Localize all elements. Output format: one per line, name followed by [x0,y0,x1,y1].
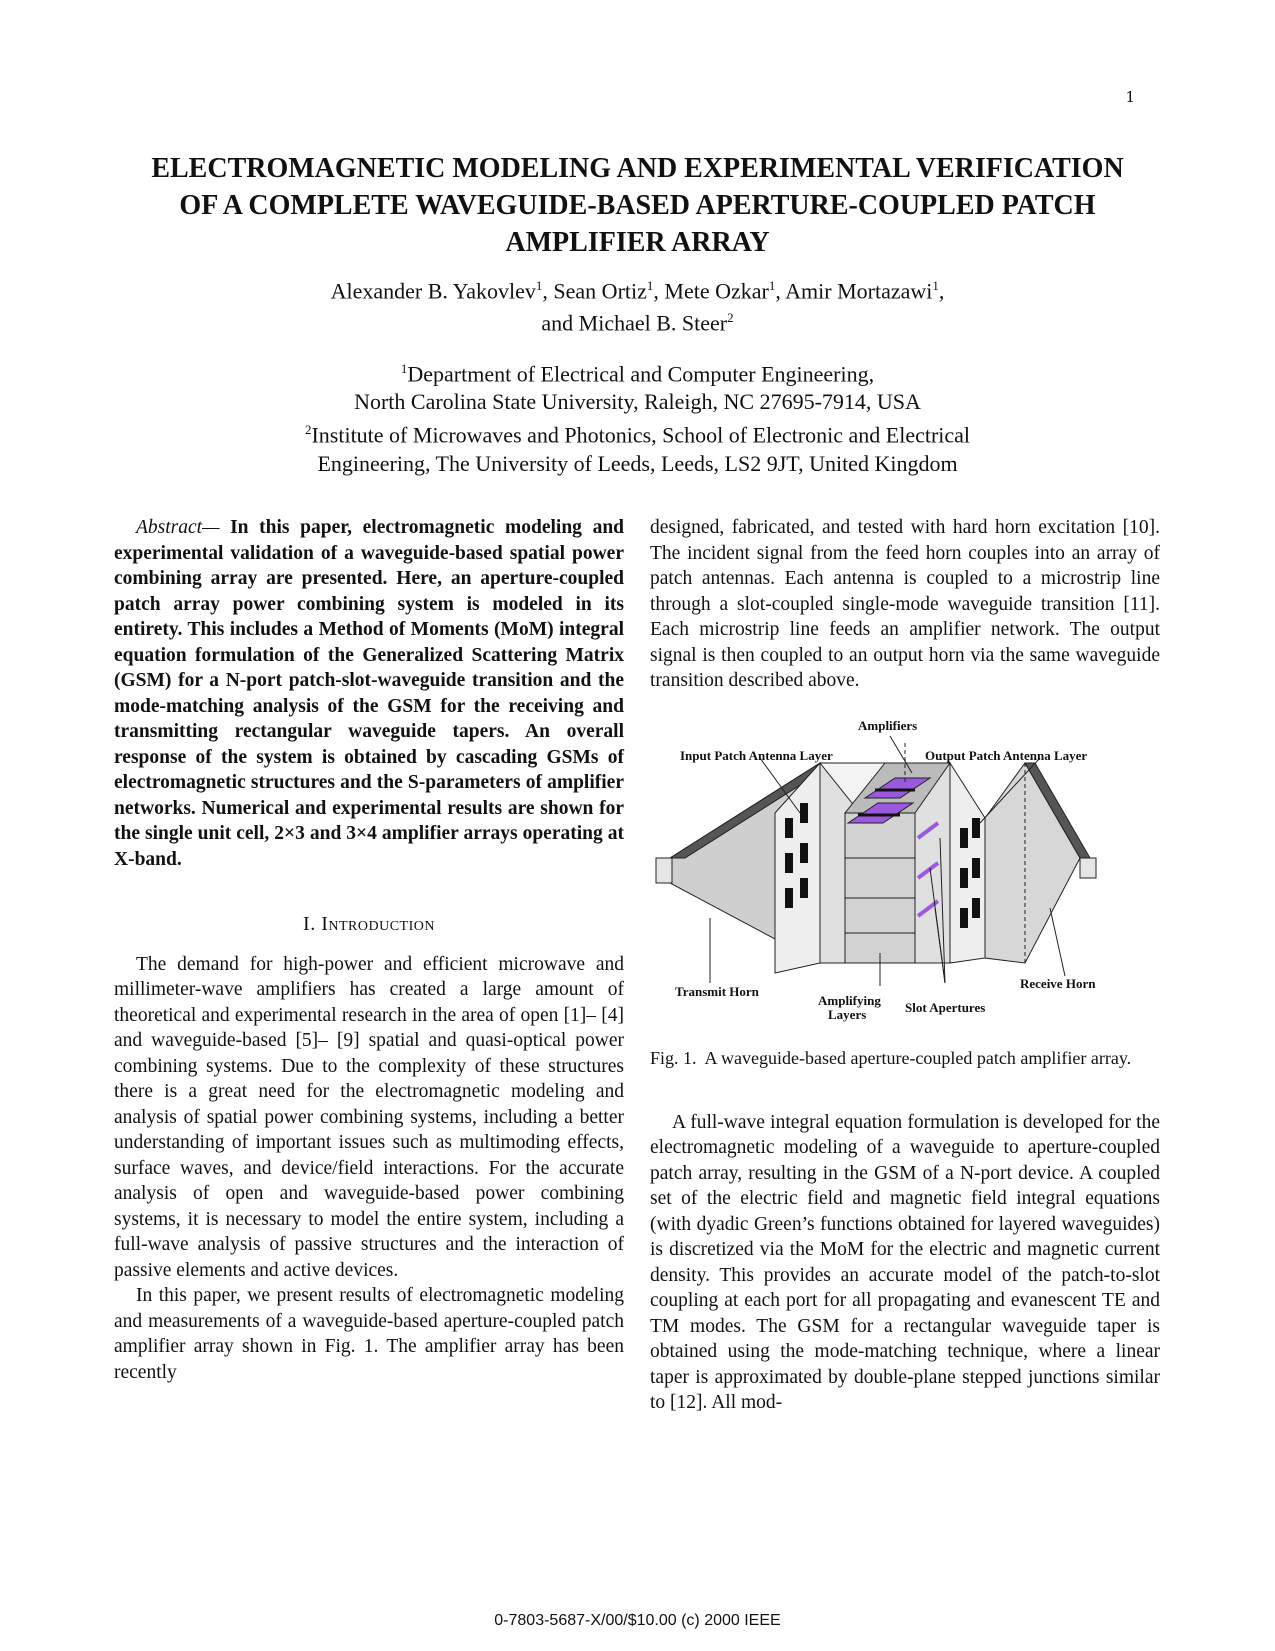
label-transmit-horn: Transmit Horn [675,983,759,999]
transmit-horn-port [656,858,672,883]
affiliations-block [140,355,1135,478]
callout-receive-horn [1050,908,1065,976]
input-patch [785,818,793,838]
amplifier-array-diagram [650,718,1160,1038]
receive-horn-port [1080,858,1096,878]
intro-paragraph-2: In this paper, we present results of electromagnetic modeling and measurements of a waveguide-based aperture-coupled patch amplifier array shown in Fig. 1. The amplifier array has been recently [114,1285,624,1383]
abstract [114,515,624,872]
page-number: 1 [1125,88,1135,106]
label-slot-apertures: Slot Apertures [905,999,986,1015]
affil-line-2: North Carolina State University, Raleigh, NC 27695-7914, USA [354,389,921,415]
figure-1 [650,718,1160,1038]
receive-horn-body [985,763,1080,963]
author-3-affil-mark: 1 [768,278,776,293]
affil-line-1: Department of Electrical and Computer Engineering, [407,361,875,387]
abstract-body: In this paper, electromagnetic modeling and experimental validation of a waveguide-based spatial power combining array are presented. Here, an aperture-coupled patch array power combining system is modeled in its entirety. This includes a Method of Moments (MoM) integral equation formulation of the Generalized Scattering Matrix (GSM) for a N-port patch-slot-waveguide transition and the mode-matching analysis of the GSM for the receiving and transmitting rectangular waveguide tapers. An overall response of the system is obtained by cascading GSMs of electromagnetic structures and the S-parameters of amplifier networks. Numerical and experimental results are shown for the single unit cell, 2×3 and 3×4 amplifier arrays operating at X-band. [114,517,625,870]
affil-1-mark: 1 [400,361,408,376]
author-2: Sean Ortiz [553,278,647,304]
caption-label: Fig. 1. [650,1047,697,1068]
right-paragraph-2: A full-wave integral equation formulation is developed for the electromagnetic modeling of a waveguide to aperture-coupled patch array, resulting in the GSM of a N-port device. A coupled set of the electric field and magnetic field integral equations (with dyadic Green’s functions obtained for layered waveguides) is discretized via the MoM for the electric and magnetic current density. This provides an accurate model of the patch-to-slot coupling at each port for all propagating and evanescent TE and TM modes. The GSM for a rectangular waveguide taper is obtained using the mode-matching technique, where a linear taper is approximated by double-plane stepped junctions similar to [12]. All mod- [650,1111,1160,1413]
author-1-affil-mark: 1 [535,278,543,293]
section-number: I. [303,913,316,935]
author-4: Amir Mortazawi [785,278,933,304]
author-5: and Michael B. Steer [541,310,728,336]
input-patch [800,843,808,863]
author-5-affil-mark: 2 [727,310,734,326]
section-title: Introduction [321,913,435,935]
label-input-layer: Input Patch Antenna Layer [680,747,833,763]
intro-paragraph-1: The demand for high-power and efficient microwave and millimeter-wave amplifiers has created a large amount of theoretical and experimental research in the area of open [1]– [4] and waveguide-based [5]– [9] spatial and quasi-optical power combining systems. Due to the complexity of these structures there is a great need for the electromagnetic modeling and analysis of spatial power combining systems, including a better understanding of important issues such as multimoding effects, surface waves, and device/field interactions. For the accurate analysis of open and waveguide-based power combining systems, it is necessary to model the entire system, including a full-wave analysis of passive structures and the interaction of passive elements and active devices. [114,953,624,1281]
output-patch [960,868,968,888]
affil-line-4: Engineering, The University of Leeds, Leeds, LS2 9JT, United Kingdom [317,450,958,476]
author-1: Alexander B. Yakovlev [330,278,536,304]
input-patch [800,803,808,823]
left-column [114,515,624,1385]
affil-2-mark: 2 [304,422,312,438]
output-patch [960,908,968,928]
input-patch [800,878,808,898]
section-heading-introduction [114,912,624,938]
label-amplifying-2: Layers [828,1006,867,1022]
output-patch [960,828,968,848]
caption-text: A waveguide-based aperture-coupled patch amplifier array. [704,1047,1132,1068]
paper-title: ELECTROMAGNETIC MODELING AND EXPERIMENTAL VERIFICATION OF A COMPLETE WAVEGUIDE-BASED APERTURE-COUPLED PATCH AMPLIFIER ARRAY [151,153,1124,258]
right-column [650,515,1160,1416]
label-output-layer: Output Patch Antenna Layer [925,747,1088,763]
author-3: Mete Ozkar [664,278,769,304]
output-patch [972,898,980,918]
input-patch [785,853,793,873]
affil-line-3: Institute of Microwaves and Photonics, School of Electronic and Electrical [311,422,971,448]
abstract-label: Abstract— [136,517,220,538]
input-patch [785,888,793,908]
copyright-footer: 0-7803-5687-X/00/$10.00 (c) 2000 IEEE [494,1612,781,1629]
author-2-affil-mark: 1 [646,278,654,293]
label-amplifying-1: Amplifying [818,992,881,1008]
right-paragraph-1: designed, fabricated, and tested with hard horn excitation [10]. The incident signal from the feed horn couples into an array of patch antennas. Each antenna is coupled to a microstrip line through a slot-coupled single-mode waveguide transition [11]. Each microstrip line feeds an amplifier network. The output signal is then coupled to an output horn via the same waveguide transition described above. [650,517,1160,691]
figure-caption [650,1046,1160,1070]
output-patch [972,858,980,878]
authors-block: Alexander B. Yakovlev$^1$, Sean Ortiz$^1$, Mete Ozkar$^1$, Amir Mortazawi$^1$, and Michael B. Steer$^2$ [330,278,945,336]
output-patch [972,818,980,838]
author-4-affil-mark: 1 [932,278,939,293]
label-receive-horn: Receive Horn [1020,975,1096,991]
label-amplifiers: Amplifiers [858,717,918,733]
amplifying-layers-stack [845,813,915,963]
